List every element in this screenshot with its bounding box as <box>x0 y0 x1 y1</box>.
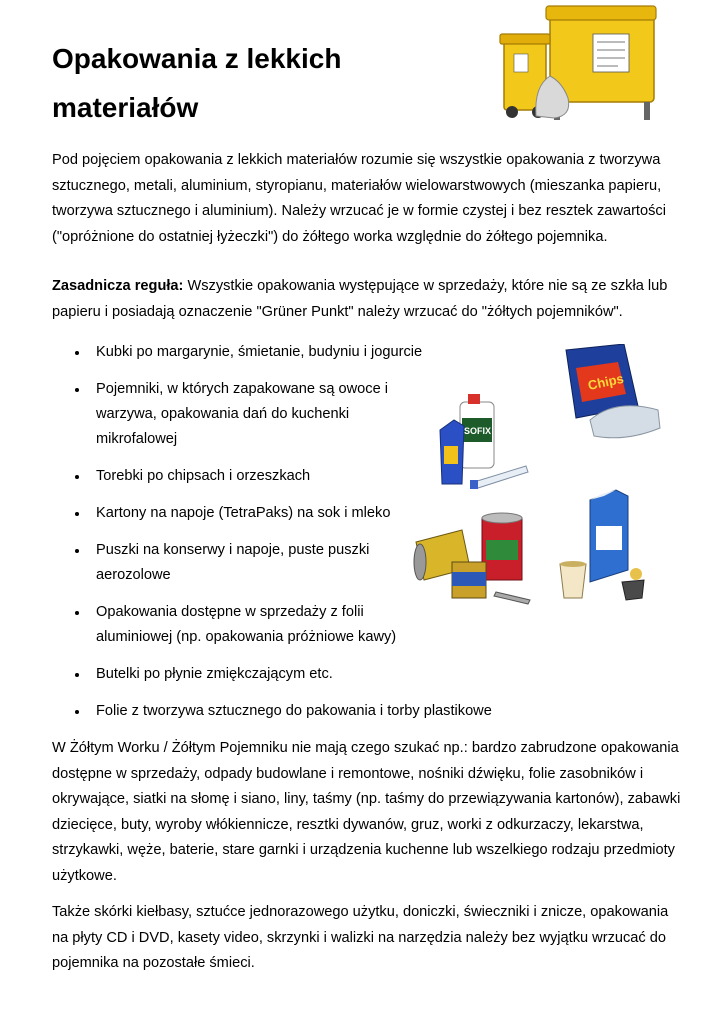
can-opener <box>494 592 530 604</box>
yellow-bins-image <box>498 4 658 122</box>
list-item-text: Pojemniki, w których zapakowane są owoce i warzywa, opakowania dań do kuchenki mikrofalowej <box>96 381 389 447</box>
bottles-image <box>434 392 534 492</box>
bullet-dot <box>75 351 79 355</box>
page-title: Opakowania z lekkich materiałów <box>52 43 342 123</box>
bullet-dot <box>75 611 79 615</box>
small-cup <box>622 580 644 600</box>
bottle-label: SOFIX <box>464 426 492 436</box>
yogurt-cup <box>560 564 586 598</box>
chips-bag-image <box>546 344 664 444</box>
list-item-text: Kubki po margarynie, śmietanie, budyniu i jogurcie <box>96 344 423 360</box>
list-item-text: Folie z tworzywa sztucznego do pakowania i torby plastikowe <box>96 703 492 719</box>
not-allowed-paragraph: W Żółtym Worku / Żółtym Pojemniku nie mają czego szukać np.: bardzo zabrudzone opakowania dostępne w sprzedaży, odpady budowlane i remontowe, nośniki dźwięku, folie zasobników i okrywające, siatki na słomę i siano, liny, taśmy (np. taśmy do przewiązywania kartonów), zabawki dziecięce, buty, wyroby włókiennicze, resztki dywanów, gruz, worki z odkurzaczy, lekarstwa, strzykawki, węże, baterie, stare garnki i urządzenia kuchenne lub wszelkiego rodzaju przedmioty użytkowe. <box>52 740 681 884</box>
bullet-dot <box>75 512 79 516</box>
rule-paragraph <box>52 274 682 325</box>
intro-paragraph: Pod pojęciem opakowania z lekkich materiałów rozumie się wszystkie opakowania z tworzywa sztucznego, metali, aluminium, styropianu, materiałów wielowarstwowych (mieszanka papieru, tworzywa sztucznego i aluminium). Należy wrzucać je w formie czystej i bez resztek zawartości ("opróżnione do ostatniej łyżeczki") do żółtego worka względnie do żółtego pojemnika. <box>52 152 666 245</box>
list-item <box>52 538 376 588</box>
bullet-dot <box>75 673 79 677</box>
rule-label: Zasadnicza reguła: <box>52 278 184 294</box>
list-item <box>52 340 512 365</box>
bullet-dot <box>75 549 79 553</box>
bullet-dot <box>75 710 79 714</box>
container-lid <box>546 6 656 20</box>
list-item-text: Butelki po płynie zmiękczającym etc. <box>96 666 333 682</box>
list-item <box>52 699 512 724</box>
bullet-dot <box>75 475 79 479</box>
list-item-text: Kartony na napoje (TetraPaks) na sok i mleko <box>96 505 391 521</box>
list-item <box>52 662 512 687</box>
tube <box>474 466 528 488</box>
cans-image <box>412 512 536 606</box>
list-item <box>52 600 406 650</box>
list-item-text: Puszki na konserwy i napoje, puste puszki aerozolowe <box>96 542 370 583</box>
chips-bag-label: Chips <box>586 370 626 393</box>
also-paragraph: Także skórki kiełbasy, sztućce jednorazowego użytku, doniczki, świeczniki i znicze, opakowania na płyty CD i DVD, kasety video, skrzynki i walizki na narzędzia należy bez wyjątku wrzucać do pojemnika na pozostałe śmieci. <box>52 904 669 971</box>
bullet-dot <box>75 388 79 392</box>
list-item-text: Opakowania dostępne w sprzedaży z folii aluminiowej (np. opakowania próżniowe kawy) <box>96 604 397 645</box>
rule-text: Wszystkie opakowania występujące w sprzedaży, które nie są ze szkła lub papieru i posiadają oznaczenie "Grüner Punkt" należy wrzucać do "żółtych pojemników". <box>52 278 668 320</box>
carton-cups-image <box>556 486 656 606</box>
list-item-text: Torebki po chipsach i orzeszkach <box>96 468 311 484</box>
list-item <box>52 377 396 452</box>
